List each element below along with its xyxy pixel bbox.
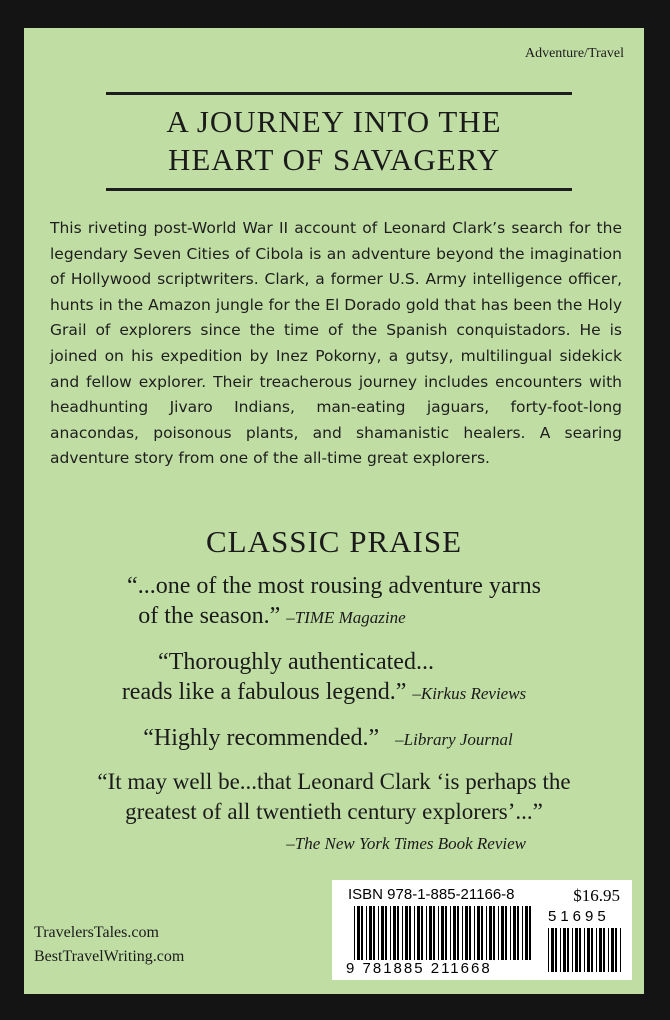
praise-quote-3-source: –Library Journal: [395, 730, 513, 749]
praise-quote-1-source: –TIME Magazine: [286, 608, 406, 627]
website-best-travel-writing[interactable]: BestTravelWriting.com: [34, 948, 185, 965]
praise-quote-1-line-2: of the season.”: [138, 603, 281, 629]
praise-quote-4-line-1: “It may well be...that Leonard Clark ‘is perhaps the: [97, 769, 571, 794]
praise-quote-4-source: –The New York Times Book Review: [286, 834, 526, 853]
price-label: $16.95: [573, 886, 620, 905]
praise-quote-3: [18, 722, 638, 756]
praise-quote-1-line-1: “...one of the most rousing adventure yarns: [127, 573, 541, 599]
praise-heading: CLASSIC PRAISE: [205, 524, 463, 559]
praise-quote-4-line-2: greatest of all twentieth century explorers’...”: [125, 799, 543, 824]
headline-line-1: A JOURNEY INTO THE: [166, 104, 502, 139]
barcode-panel: [332, 880, 632, 980]
book-description: This riveting post-World War II account of Leonard Clark’s search for the legendary Seven Cities of Cibola is an adventure beyond the imagination of Hollywood scriptwriters. Clark, a former U.S. Army intelligence officer, hunts in the Amazon jungle for the El Dorado gold that has been the Holy Grail of explorers since the time of the Spanish conquistadors. He is joined on his expedition by Inez Pokorny, a gutsy, multilingual sidekick and fellow explorer. Their treacherous journey includes encounters with headhunting Jivaro Indians, man-eating jaguars, forty-foot-long anacondas, poisonous plants, and shamanistic healers. A searing adventure story from one of the all-time great explorers.: [50, 219, 622, 468]
headline-line-2: HEART OF SAVAGERY: [167, 142, 501, 177]
barcode-digits: 9 781885 211668: [346, 960, 492, 977]
praise-quote-2: [14, 676, 634, 710]
praise-quote-2-source: –Kirkus Reviews: [412, 684, 527, 703]
category-label: Adventure/Travel: [524, 46, 624, 61]
praise-quote-2-line-1: “Thoroughly authenticated...: [158, 649, 434, 675]
back-cover: [24, 28, 644, 994]
headline-bottom-rule: [106, 188, 572, 191]
praise-quote-1: [0, 600, 582, 634]
addon-digits: 51695: [548, 908, 610, 925]
isbn-label: ISBN 978-1-885-21166-8: [348, 886, 515, 903]
praise-quote-3-line-1: “Highly recommended.”: [143, 725, 380, 751]
headline-top-rule: [106, 92, 572, 95]
praise-quote-2-line-2: reads like a fabulous legend.”: [121, 679, 407, 705]
website-travelers-tales[interactable]: TravelersTales.com: [34, 924, 159, 941]
